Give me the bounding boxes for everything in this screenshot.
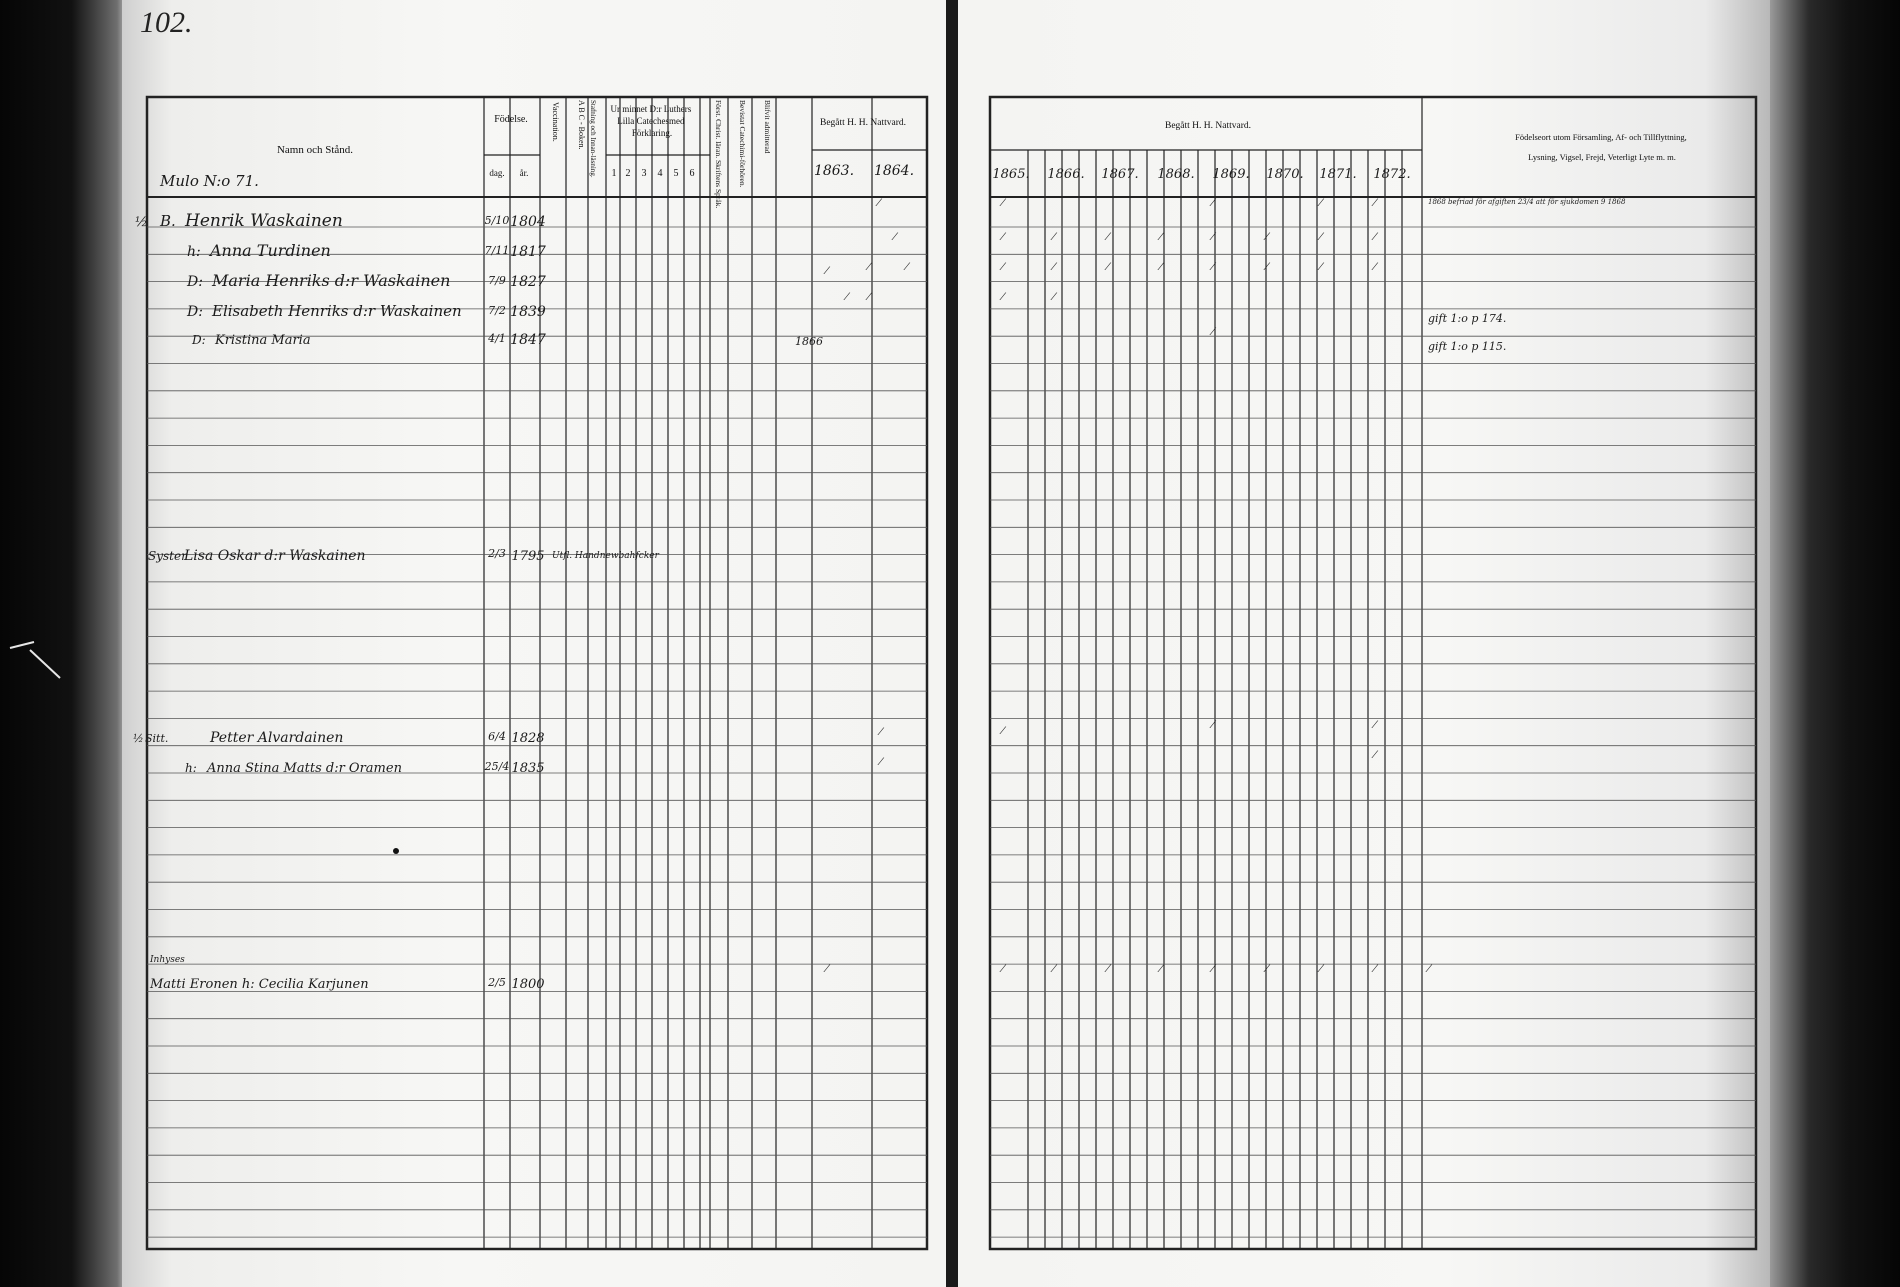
- communion-mark: ⁄: [1002, 232, 1004, 243]
- remark-move: Utfl. Handnewbahfcker: [552, 551, 659, 561]
- birth-year: 1817: [510, 244, 546, 260]
- catechism-column-numbers: [612, 168, 695, 179]
- year-1864: 1864.: [873, 163, 915, 179]
- catechism-column-number: 5: [673, 168, 679, 179]
- header-catechism: Ur minnet D:r Luthers Lilla Catechesmed Förklaring.: [610, 104, 692, 138]
- person-name: Anna Stina Matts d:r Oramen: [207, 761, 402, 776]
- communion-marks: [823, 198, 1433, 975]
- person-prefix: Inhyses: [150, 955, 185, 965]
- communion-mark: ⁄: [1374, 262, 1376, 273]
- birth-day: 25/4: [484, 760, 510, 773]
- communion-mark: ⁄: [1107, 232, 1109, 243]
- communion-year: 1870.: [1266, 167, 1304, 182]
- right-frame: [990, 97, 1756, 1249]
- communion-mark: ⁄: [1002, 726, 1004, 737]
- communion-mark: ⁄: [880, 757, 882, 768]
- header-communion-right: Begått H. H. Nattvard.: [1164, 121, 1252, 131]
- ink-dot: [393, 848, 399, 854]
- birth-year: 1828: [511, 731, 545, 746]
- page-number: 102.: [140, 6, 193, 39]
- person-prefix: Sitt.: [145, 732, 169, 745]
- communion-mark: ⁄: [1160, 232, 1162, 243]
- person-row: [149, 955, 545, 992]
- person-row: [145, 730, 545, 746]
- person-name: Maria Henriks d:r Waskainen: [212, 271, 451, 290]
- birth-year: 1804: [510, 214, 546, 230]
- communion-mark: ⁄: [1053, 292, 1055, 303]
- communion-mark: ⁄: [894, 232, 896, 243]
- communion-mark: ⁄: [1002, 262, 1004, 273]
- communion-years: [992, 167, 1410, 182]
- communion-year: 1865.: [992, 167, 1030, 182]
- communion-mark: ⁄: [1212, 232, 1214, 243]
- person-prefix: h:: [187, 244, 201, 260]
- year-1863: 1863.: [813, 163, 855, 179]
- communion-mark: ⁄: [1160, 262, 1162, 273]
- form-rules: [147, 97, 1756, 1249]
- person-name: Petter Alvardainen: [210, 730, 344, 746]
- remark-row4: gift 1:o p 174.: [1428, 312, 1507, 325]
- person-row: [186, 271, 546, 290]
- communion-mark: ⁄: [1002, 964, 1004, 975]
- header-year: år.: [519, 168, 529, 178]
- communion-mark: ⁄: [1107, 262, 1109, 273]
- birth-day: 6/4: [488, 730, 506, 743]
- catechism-column-number: 4: [657, 168, 663, 179]
- person-name: Kristina Maria: [215, 333, 311, 348]
- birth-year: 1827: [510, 274, 546, 290]
- catechism-column-number: 2: [625, 168, 631, 179]
- communion-mark: ⁄: [1053, 232, 1055, 243]
- birth-day: 7/11: [484, 244, 510, 257]
- communion-mark: ⁄: [1428, 964, 1430, 975]
- birth-year: 1839: [510, 304, 546, 320]
- header-admitted: Blifvit admitterad: [763, 100, 772, 154]
- margin-mark: ½: [133, 732, 144, 745]
- birth-year: 1847: [510, 332, 546, 348]
- row-rules: [147, 227, 1756, 1237]
- remark-row5: gift 1:o p 115.: [1428, 340, 1507, 353]
- communion-mark: ⁄: [1212, 198, 1214, 209]
- birth-day: 2/5: [488, 976, 506, 989]
- communion-year: 1868.: [1157, 167, 1195, 182]
- person-prefix: D:: [187, 274, 203, 290]
- person-prefix: B.: [160, 212, 176, 230]
- household-label: Mulo N:o 71.: [160, 172, 259, 190]
- communion-mark: ⁄: [1212, 327, 1214, 338]
- birth-day: 7/9: [488, 274, 506, 287]
- margin-scribble: [10, 642, 60, 678]
- communion-mark: ⁄: [1266, 232, 1268, 243]
- left-frame: [147, 97, 927, 1249]
- birth-year: 1795: [511, 549, 545, 564]
- person-row: [159, 211, 546, 231]
- catechism-column-number: 3: [641, 168, 647, 179]
- communion-mark: ⁄: [1374, 720, 1376, 731]
- communion-mark: ⁄: [1320, 262, 1322, 273]
- remark-row1: 1868 befriad för afgiften 23/4 att för sjukdomen 9 1868: [1428, 198, 1626, 206]
- margin-mark: ½: [135, 215, 148, 230]
- header-christ: Först. Christ. läran. Skriftens Språk.: [714, 100, 723, 209]
- person-name: Elisabeth Henriks d:r Waskainen: [212, 302, 462, 320]
- person-name: Anna Turdinen: [210, 241, 331, 260]
- birth-year: 1835: [511, 761, 545, 776]
- header-communion-left: Begått H. H. Nattvard.: [819, 118, 907, 128]
- catechism-column-number: 1: [611, 168, 617, 179]
- communion-year: 1867.: [1101, 167, 1139, 182]
- right-column-rules: [990, 97, 1422, 1249]
- header-day: dag.: [489, 168, 505, 178]
- communion-mark: ⁄: [1053, 964, 1055, 975]
- communion-mark: ⁄: [846, 292, 848, 303]
- communion-mark: ⁄: [868, 262, 870, 273]
- communion-mark: ⁄: [1266, 964, 1268, 975]
- communion-mark: ⁄: [1002, 292, 1004, 303]
- communion-mark: ⁄: [1212, 720, 1214, 731]
- communion-mark: ⁄: [880, 727, 882, 738]
- birth-day: 5/10: [484, 214, 510, 227]
- communion-year: 1869.: [1212, 167, 1250, 182]
- person-prefix: Syster: [148, 549, 187, 563]
- person-prefix: D:: [192, 333, 206, 347]
- person-row: [185, 760, 545, 776]
- communion-mark: ⁄: [868, 292, 870, 303]
- left-column-rules: [484, 97, 927, 1249]
- communion-mark: ⁄: [1374, 964, 1376, 975]
- communion-year: 1866.: [1047, 167, 1085, 182]
- person-row: [186, 302, 546, 320]
- communion-mark: ⁄: [1212, 262, 1214, 273]
- person-name: Henrik Waskainen: [185, 211, 343, 231]
- birth-year: 1800: [511, 977, 545, 992]
- communion-mark: ⁄: [1374, 232, 1376, 243]
- catechism-column-number: 6: [689, 168, 695, 179]
- header-name: Namn och Stånd.: [276, 144, 354, 156]
- communion-mark: ⁄: [826, 266, 828, 277]
- communion-year: 1872.: [1373, 167, 1411, 182]
- person-row: [187, 241, 546, 260]
- communion-mark: ⁄: [1374, 750, 1376, 761]
- admitted-year: 1866: [795, 335, 823, 348]
- birth-day: 2/3: [488, 547, 506, 560]
- birth-day: 7/2: [488, 304, 506, 317]
- person-prefix: D:: [187, 304, 203, 320]
- communion-mark: ⁄: [826, 964, 828, 975]
- communion-mark: ⁄: [1266, 262, 1268, 273]
- communion-mark: ⁄: [878, 198, 880, 209]
- person-name: Matti Eronen h: Cecilia Karjunen: [150, 977, 369, 992]
- communion-mark: ⁄: [1320, 198, 1322, 209]
- person-row: [148, 547, 660, 564]
- header-vaccination: Vaccination.: [551, 102, 560, 142]
- communion-mark: ⁄: [1053, 262, 1055, 273]
- person-prefix: h:: [185, 761, 197, 775]
- header-abc: Stafning och Innan-läsning.: [589, 100, 597, 178]
- communion-mark: ⁄: [1107, 964, 1109, 975]
- communion-mark: ⁄: [906, 262, 908, 273]
- communion-mark: ⁄: [1212, 964, 1214, 975]
- header-remarks: Födelseort utom Församling, Af- och Tillflyttning, Lysning, Vigsel, Frejd, Veterligt Lyte m. m.: [1515, 132, 1687, 162]
- header-birth: Födelse.: [494, 114, 528, 125]
- communion-mark: ⁄: [1002, 198, 1004, 209]
- communion-mark: ⁄: [1320, 964, 1322, 975]
- header-abc-title: A B C - Boken.: [577, 100, 586, 150]
- communion-mark: ⁄: [1374, 198, 1376, 209]
- communion-year: 1871.: [1319, 167, 1357, 182]
- birth-day: 4/1: [488, 332, 506, 345]
- header-catechism-hearings: Bevistat Catechimi-förhören.: [738, 100, 747, 188]
- communion-mark: ⁄: [1160, 964, 1162, 975]
- person-name: Lisa Oskar d:r Waskainen: [184, 548, 366, 564]
- communion-mark: ⁄: [1320, 232, 1322, 243]
